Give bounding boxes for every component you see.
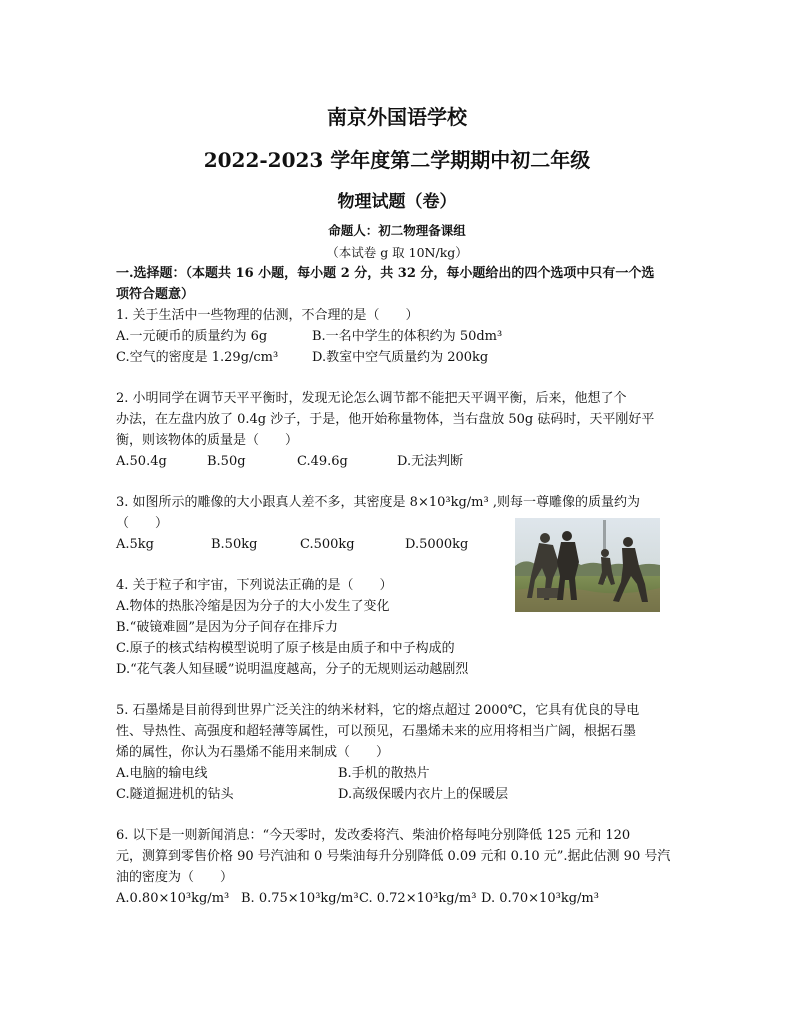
section-heading-line: 项符合题意） bbox=[116, 287, 195, 302]
option-d: D.教室中空气质量约为 200kg bbox=[312, 350, 489, 365]
section-heading-line: 一.选择题：（本题共 16 小题，每小题 2 分，共 32 分，每小题给出的四个选项中只有一个选 bbox=[116, 266, 655, 281]
question-stem: 元，测算到零售价格 90 号汽油和 0 号柴油每升分别降低 0.09 元和 0.10 元”.据此估测 90 号汽 bbox=[116, 849, 671, 864]
option-c: C.空气的密度是 1.29g/cm³ bbox=[116, 350, 279, 365]
option-d: D.无法判断 bbox=[397, 454, 464, 469]
option-a: A.电脑的输电线 bbox=[116, 766, 208, 781]
option-c: C.隧道掘进机的钻头 bbox=[116, 787, 234, 802]
option-a: A.50.4g bbox=[116, 454, 167, 469]
school-name: 南京外国语学校 bbox=[327, 105, 467, 129]
option-c: C.49.6g bbox=[297, 454, 348, 469]
subject-title: 物理试题（卷） bbox=[337, 192, 457, 212]
option-b: B.手机的散热片 bbox=[338, 766, 430, 781]
question-stem: 1. 关于生活中一些物理的估测，不合理的是（ ） bbox=[116, 308, 419, 323]
question-stem: 性、导热性、高强度和超轻薄等属性，可以预见，石墨烯未来的应用将相当广阔，根据石墨 bbox=[116, 724, 637, 739]
question-stem: 6. 以下是一则新闻消息：“今天零时，发改委将汽、柴油价格每吨分别降低 125 元和 120 bbox=[116, 828, 631, 843]
options-row bbox=[116, 888, 686, 909]
option-b: B. 0.75×10³kg/m³ bbox=[241, 891, 359, 906]
option-a: A.0.80×10³kg/m³ bbox=[116, 891, 230, 906]
option-d: D. 0.70×10³kg/m³ bbox=[481, 891, 599, 906]
question-1 bbox=[116, 305, 686, 368]
question-2 bbox=[116, 388, 686, 472]
author-line: 命题人：初二物理备课组 bbox=[328, 223, 466, 238]
exam-term-title: 2022-2023 学年度第二学期期中初二年级 bbox=[203, 148, 591, 172]
option-d: D.“花气袭人知昼暖”说明温度越高，分子的无规则运动越剧烈 bbox=[116, 662, 469, 677]
option-c: C.500kg bbox=[300, 537, 355, 552]
question-stem: 3. 如图所示的雕像的大小跟真人差不多，其密度是 8×10³kg/m³ ,则每一尊雕像的质量约为 bbox=[116, 495, 640, 510]
option-b: B.一名中学生的体积约为 50dm³ bbox=[312, 329, 503, 344]
question-stem: 衡，则该物体的质量是（ ） bbox=[116, 433, 299, 448]
question-6 bbox=[116, 825, 686, 909]
question-stem: （ ） bbox=[116, 516, 169, 531]
question-stem: 4. 关于粒子和宇宙，下列说法正确的是（ ） bbox=[116, 578, 393, 593]
option-d: D.5000kg bbox=[405, 537, 469, 552]
question-stem: 2. 小明同学在调节天平平衡时，发现无论怎么调节都不能把天平调平衡，后来，他想了个 bbox=[116, 391, 627, 406]
question-5 bbox=[116, 700, 686, 805]
option-c: C.原子的核式结构模型说明了原子核是由质子和中子构成的 bbox=[116, 641, 455, 656]
question-stem: 烯的属性，你认为石墨烯不能用来制成（ ） bbox=[116, 745, 390, 760]
options-row bbox=[116, 763, 686, 784]
gravity-note: （本试卷 g 取 10N/kg） bbox=[326, 245, 468, 260]
option-b: B.50kg bbox=[211, 537, 258, 552]
option-b: B.50g bbox=[207, 454, 246, 469]
options-row bbox=[116, 451, 686, 472]
option-a: A.5kg bbox=[116, 537, 154, 552]
option-a: A.物体的热胀冷缩是因为分子的大小发生了变化 bbox=[116, 599, 390, 614]
statue-illustration bbox=[515, 518, 660, 612]
section-heading bbox=[116, 263, 686, 305]
question-stem: 办法，在左盘内放了 0.4g 沙子，于是，他开始称量物体，当右盘放 50g 砝码时，天平刚好平 bbox=[116, 412, 655, 427]
options-row bbox=[116, 347, 686, 368]
question-stem: 油的密度为（ ） bbox=[116, 870, 234, 885]
question-stem: 5. 石墨烯是目前得到世界广泛关注的纳米材料，它的熔点超过 2000℃，它具有优良的导电 bbox=[116, 703, 640, 718]
statue-photo bbox=[515, 518, 660, 612]
option-d: D.高级保暖内衣片上的保暖层 bbox=[338, 787, 509, 802]
option-a: A.一元硬币的质量约为 6g bbox=[116, 329, 268, 344]
options-row bbox=[116, 326, 686, 347]
option-c: C. 0.72×10³kg/m³ bbox=[359, 891, 477, 906]
option-b: B.“破镜难圆”是因为分子间存在排斥力 bbox=[116, 620, 338, 635]
options-row bbox=[116, 784, 686, 805]
